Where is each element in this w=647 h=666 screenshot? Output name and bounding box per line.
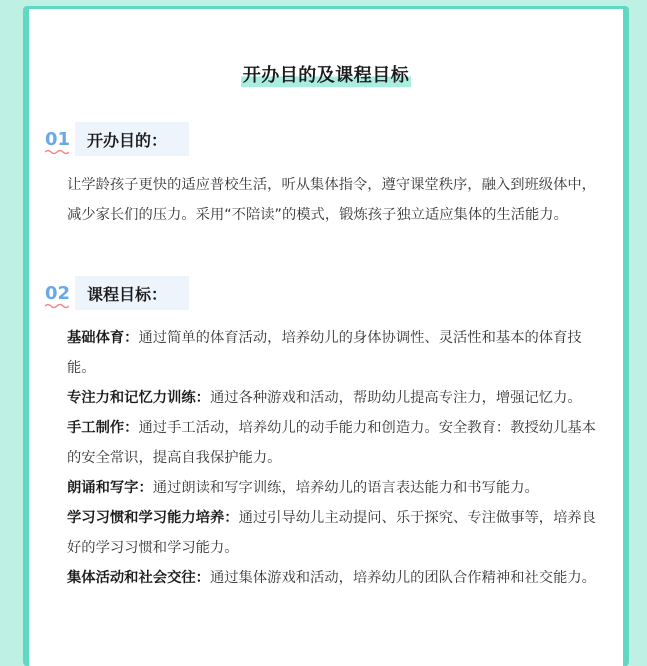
page-title: 开办目的及课程目标 (241, 61, 412, 87)
section-1-heading-box (75, 122, 189, 156)
goal-item (67, 413, 601, 473)
goal-item (67, 503, 601, 563)
goal-text: 通过简单的体育活动，培养幼儿的身体协调性、灵活性和基本的体育技能。 (67, 330, 582, 376)
title-wrap (29, 61, 623, 87)
goal-item (67, 473, 601, 503)
section-1-number-text: 01 (45, 128, 71, 150)
section-1-header (45, 122, 189, 156)
goal-text: 通过集体游戏和活动，培养幼儿的团队合作精神和社交能力。 (209, 570, 596, 586)
goal-label: 专注力和记忆力训练： (67, 390, 210, 406)
squiggle-icon (45, 303, 69, 309)
goal-label: 学习习惯和学习能力培养： (67, 510, 239, 526)
section-1-paragraph: 让学龄孩子更快的适应普校生活，听从集体指令，遵守课堂秩序，融入到班级体中，减少家长们的压力。采用“不陪读”的模式，锻炼孩子独立适应集体的生活能力。 (67, 177, 596, 223)
section-2-heading: 课程目标： (87, 284, 168, 304)
goal-text: 通过引导幼儿主动提问、乐于探究、专注做事等，培养良好的学习习惯和学习能力。 (67, 510, 596, 556)
section-1-heading: 开办目的： (87, 130, 168, 150)
goal-text: 通过朗读和写字训练，培养幼儿的语言表达能力和书写能力。 (152, 480, 539, 496)
section-2-header (45, 276, 189, 310)
content-card (29, 9, 623, 666)
goals-list (67, 323, 601, 593)
squiggle-icon (45, 149, 69, 155)
goal-label: 基础体育： (67, 330, 139, 346)
goal-label: 朗诵和写字： (67, 480, 153, 496)
goal-label: 手工制作： (67, 420, 139, 436)
goal-item (67, 323, 601, 383)
section-2-number-text: 02 (45, 282, 71, 304)
goal-item (67, 383, 601, 413)
goal-label: 集体活动和社会交往： (67, 570, 210, 586)
section-2-number (45, 283, 71, 304)
section-2-heading-box (75, 276, 189, 310)
goal-text: 通过各种游戏和活动，帮助幼儿提高专注力，增强记忆力。 (209, 390, 582, 406)
page-frame (23, 6, 629, 666)
goal-text: 通过手工活动，培养幼儿的动手能力和创造力。安全教育：教授幼儿基本的安全常识，提高自我保护能力。 (67, 420, 596, 466)
section-1-number (45, 129, 71, 150)
goal-item (67, 563, 601, 593)
